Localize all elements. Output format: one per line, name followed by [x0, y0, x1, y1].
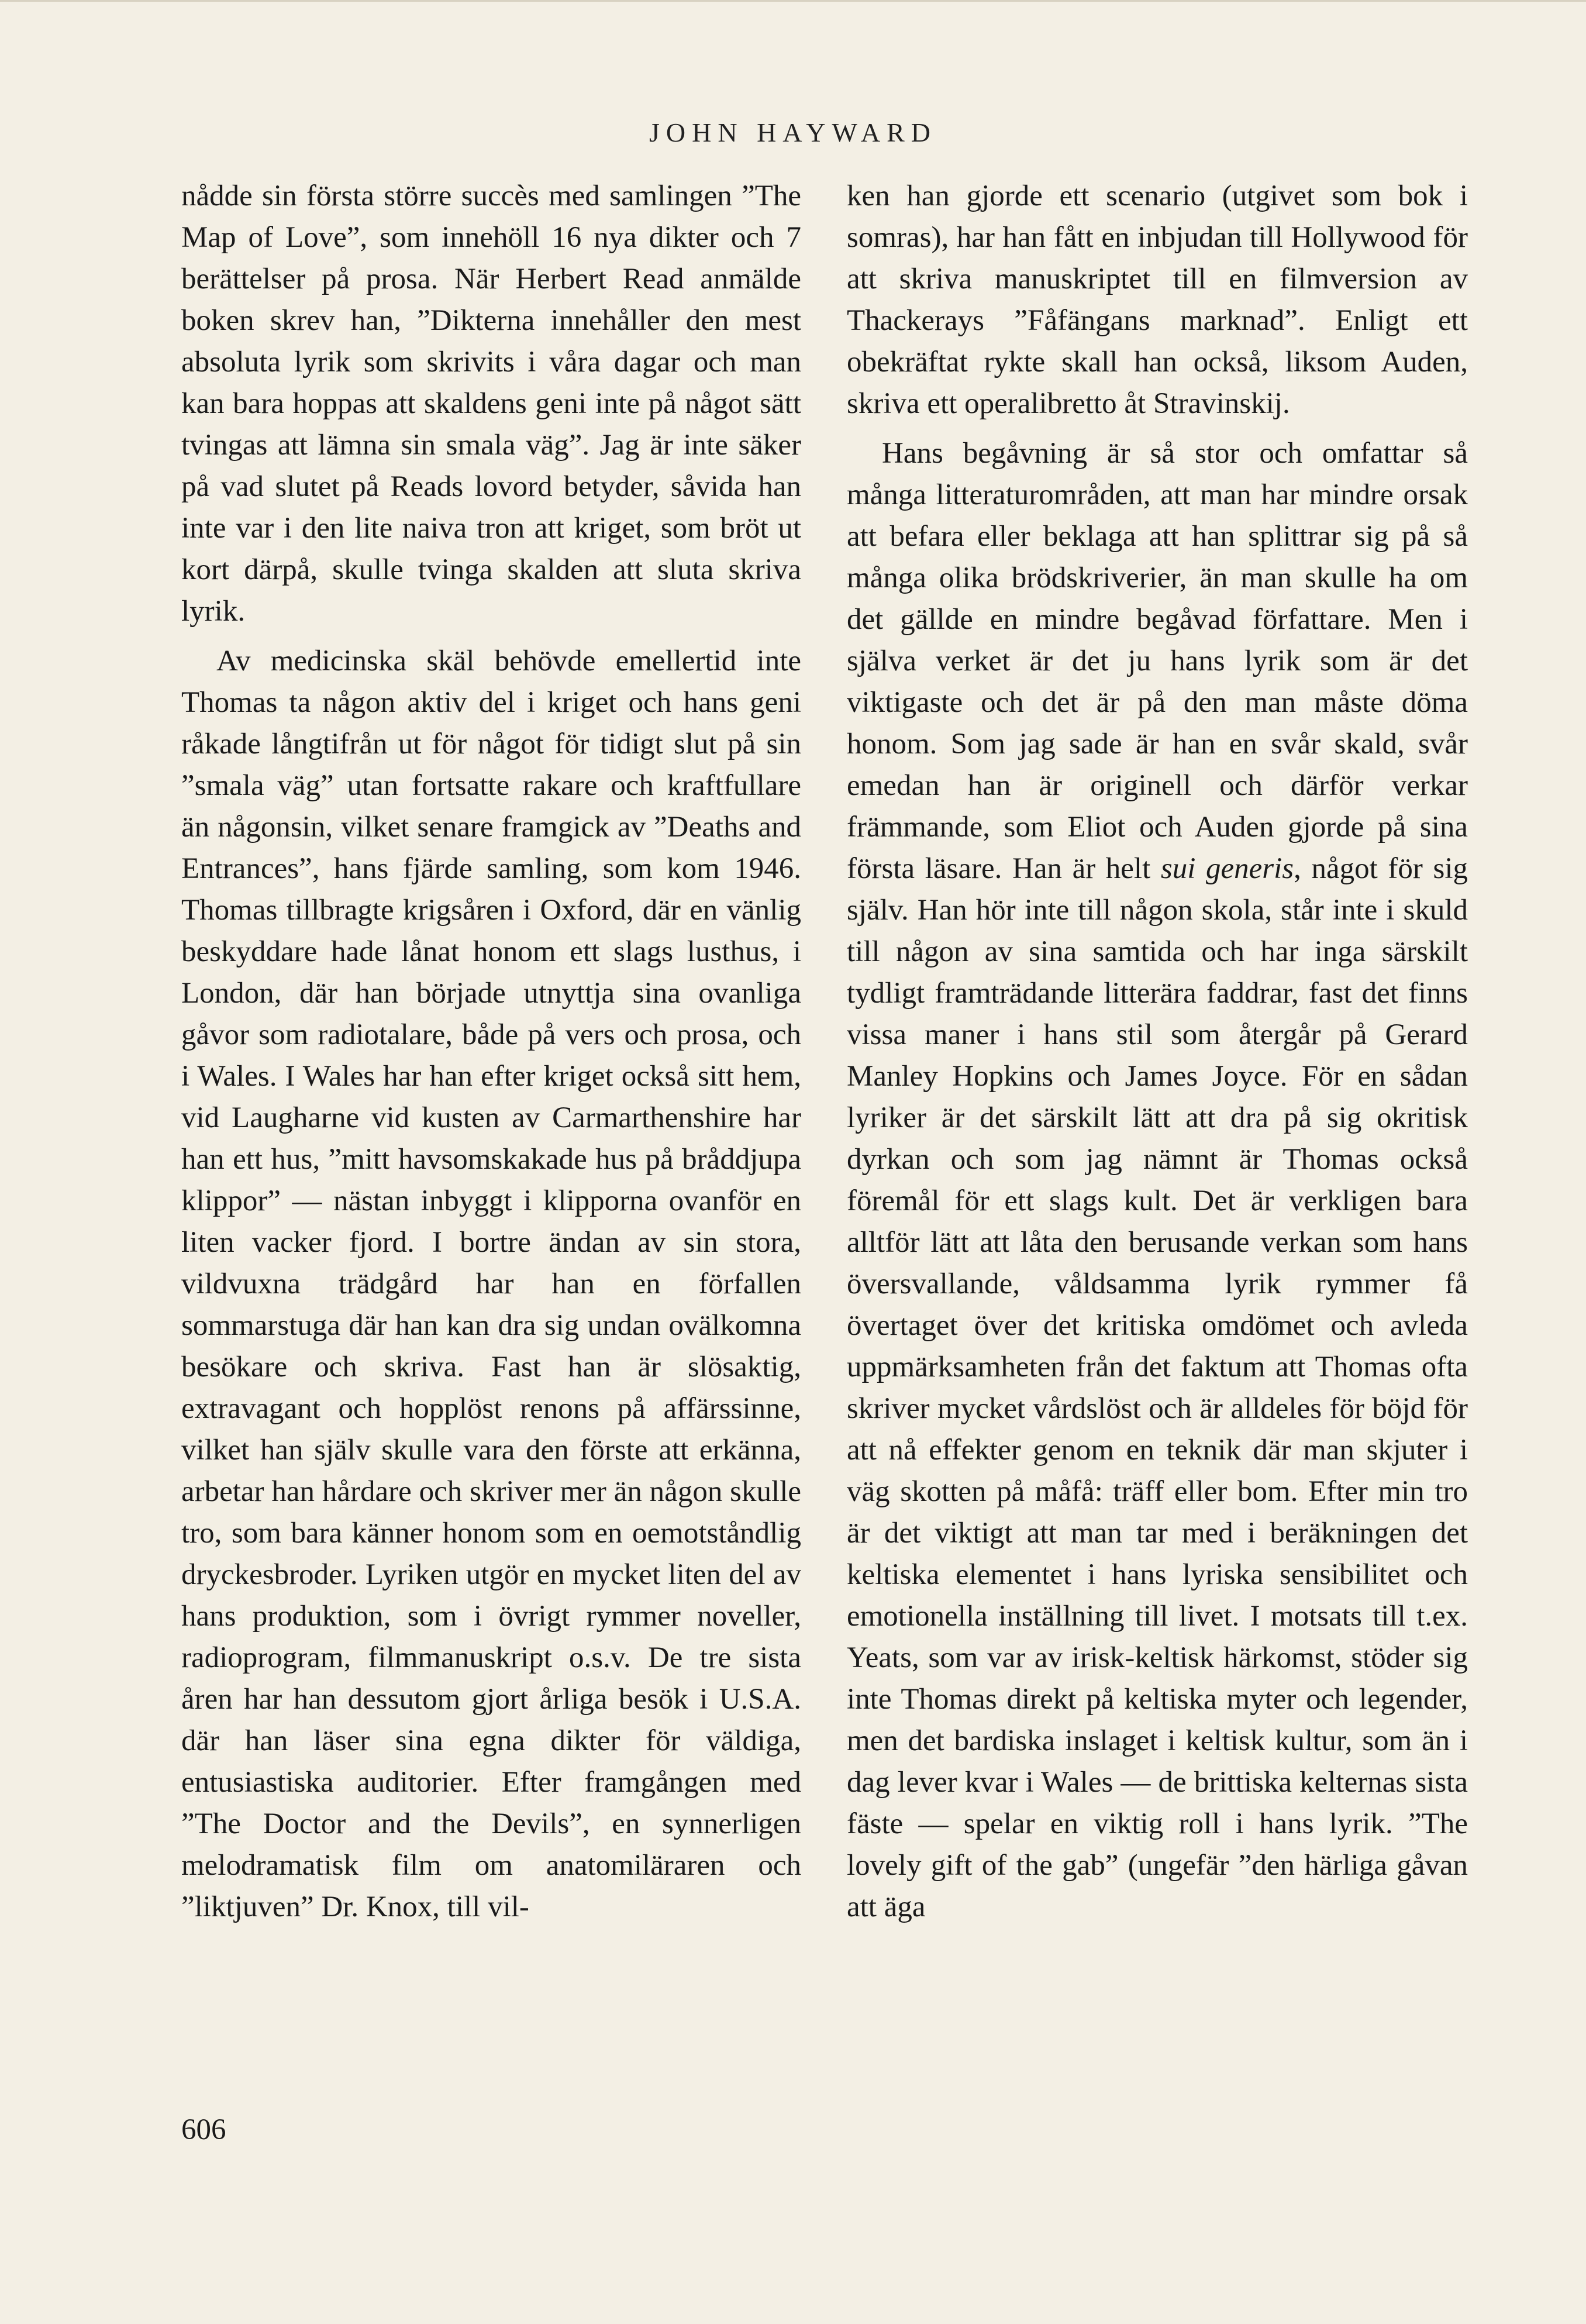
left-column [181, 175, 801, 1928]
right-paragraph-2-start: Hans begåvning är så stor och omfattar så många litteraturområden, att man har mindre orsak att befara eller beklaga att han splittrar sig på så många olika brödskriverier, än man skulle ha om det gällde en mindre begåvad författare. Men i själva verket är det ju hans lyrik som är det viktigaste och det är på den man måste döma honom. Som jag sade är han en svår skald, svår emedan han är originell och därför verkar främmande, som Eliot och Auden gjorde på sina första läsare. Han är helt [847, 437, 1468, 885]
left-paragraph-1: nådde sin första större succès med samlingen ”The Map of Love”, som innehöll 16 nya dikter och 7 berättelser på prosa. När Herbert Read anmälde boken skrev han, ”Dikterna innehåller den mest absoluta lyrik som skrivits i våra dagar och man kan bara hoppas att skaldens geni inte på något sätt tvingas att lämna sin smala väg”. Jag är inte säker på vad slutet på Reads lovord betyder, såvida han inte var i den lite naiva tron att kriget, som bröt ut kort därpå, skulle tvinga skalden att sluta skriva lyrik. [181, 180, 801, 628]
left-paragraph-2: Av medicinska skäl behövde emellertid inte Thomas ta någon aktiv del i kriget och hans geni råkade långtifrån ut för något för tidigt slut på sin ”smala väg” utan fortsatte rakare och kraftfullare än någonsin, vilket senare framgick av ”Deaths and Entrances”, hans fjärde samling, som kom 1946. Thomas tillbragte krigsåren i Oxford, där en vänlig beskyddare hade lånat honom ett slags lusthus, i London, där han började utnyttja sina ovanliga gåvor som radiotalare, både på vers och prosa, och i Wales. I Wales har han efter kriget också sitt hem, vid Laugharne vid kusten av Carmarthenshire har han ett hus, ”mitt havsomskakade hus på bråddjupa klippor” — nästan inbyggt i klipporna ovanför en liten vacker fjord. I bortre ändan av sin stora, vildvuxna trädgård har han en förfallen sommarstuga där han kan dra sig undan ovälkomna besökare och skriva. Fast han är slösaktig, extravagant och hopplöst renons på affärssinne, vilket han själv skulle vara den förste att erkänna, arbetar han hårdare och skriver mer än någon skulle tro, som bara känner honom som en oemotståndlig dryckesbroder. Lyriken utgör en mycket liten del av hans produktion, som i övrigt rymmer noveller, radioprogram, filmmanuskript o.s.v. De tre sista åren har han dessutom gjort årliga besök i U.S.A. där han läser sina egna dikter för väldiga, entusiastiska auditorier. Efter framgången med ”The Doctor and the Devils”, en synnerligen melodramatisk film om anatomiläraren och ”liktjuven” Dr. Knox, till vil- [181, 645, 801, 1923]
running-head: JOHN HAYWARD [649, 118, 937, 147]
right-paragraph-1: ken han gjorde ett scenario (utgivet som bok i somras), har han fått en inbjudan till Hollywood för att skriva manuskriptet till en filmversion av Thackerays ”Fåfängans marknad”. Enligt ett obekräftat rykte skall han också, liksom Auden, skriva ett operalibretto åt Stravinskij. [847, 180, 1468, 420]
right-paragraph-2-end: , något för sig själv. Han hör inte till någon skola, står inte i skuld till någon av sina samtida och har inga särskilt tydligt framträdande litterära faddrar, fast det finns vissa maner i hans stil som återgår på Gerard Manley Hopkins och James Joyce. För en sådan lyriker är det särskilt lätt att dra på sig okritisk dyrkan och som jag nämnt är Thomas också föremål för ett slags kult. Det är verkligen bara alltför lätt att låta den berusande verkan som hans översvallande, våldsamma lyrik rymmer få övertaget över det kritiska omdömet och avleda uppmärksamheten från det faktum att Thomas ofta skriver mycket vårdslöst och är alldeles för böjd för att nå effekter genom en teknik där man skjuter i väg skotten på måfå: träff eller bom. Efter min tro är det viktigt att man tar med i beräkningen det keltiska elementet i hans lyriska sensibilitet och emotionella inställning till livet. I motsats till t.ex. Yeats, som var av irisk-keltisk härkomst, stöder sig inte Thomas direkt på keltiska myter och legender, men det bardiska inslaget i keltisk kultur, som än i dag lever kvar i Wales — de brittiska kelternas sista fäste — spelar en viktig roll i hans lyrik. ”The lovely gift of the gab” (ungefär ”den härliga gåvan att äga [847, 852, 1468, 1923]
right-column [847, 175, 1468, 1928]
italic-term: sui generis [1160, 852, 1294, 885]
page-number: 606 [181, 2113, 226, 2146]
right-paragraph-2 [847, 433, 1468, 1928]
